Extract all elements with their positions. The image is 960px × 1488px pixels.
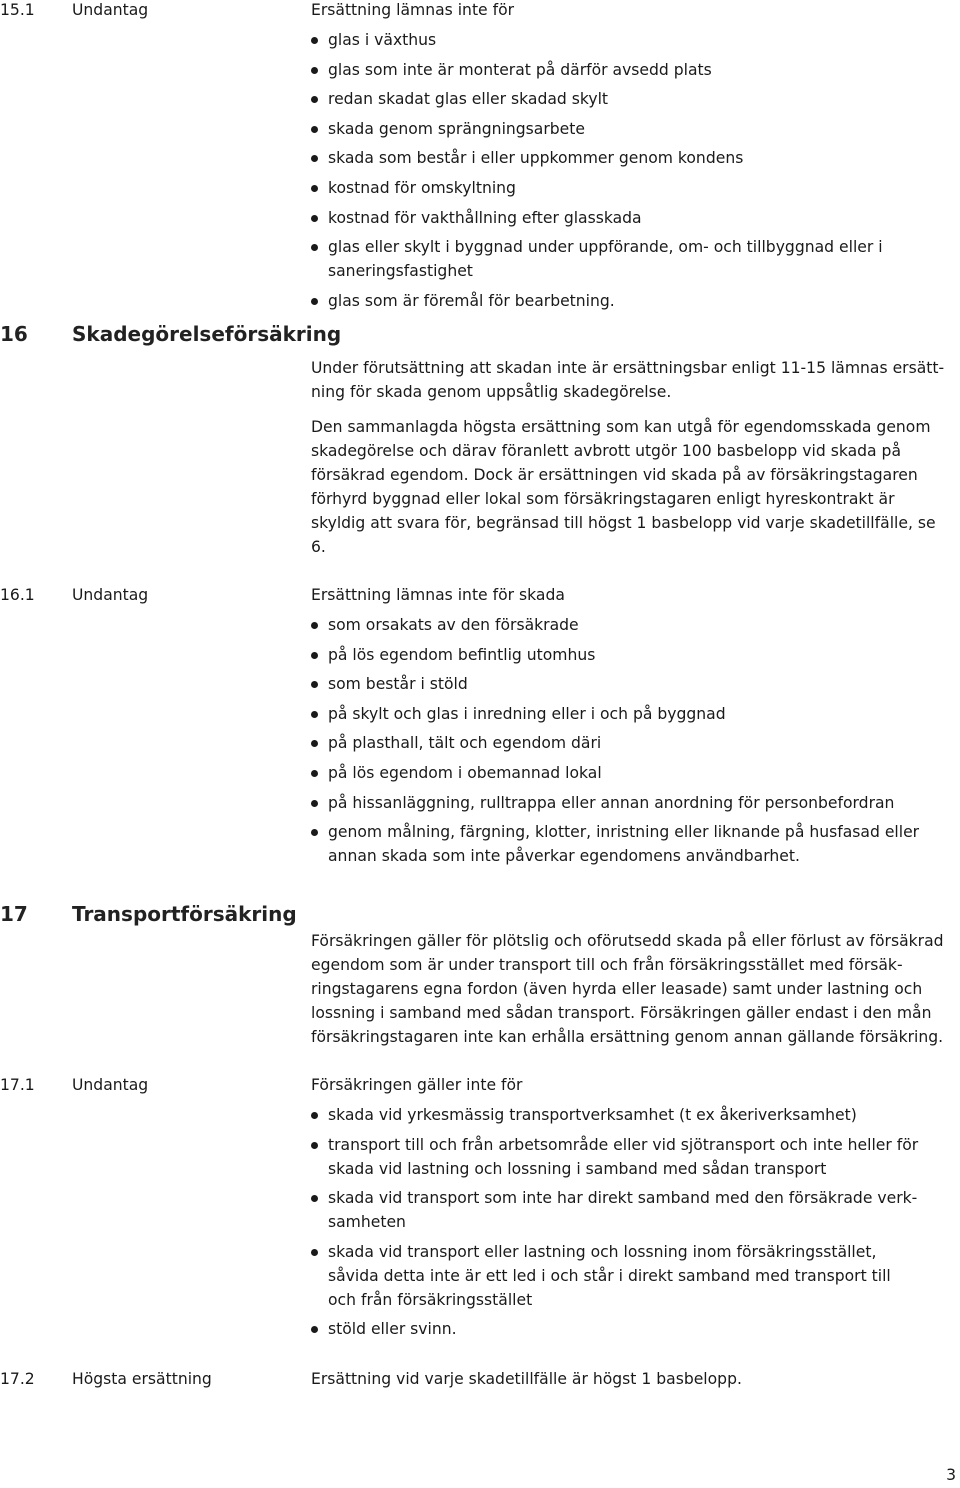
page-number: 3 — [946, 1466, 956, 1484]
list-item: glas som är föremål för bearbetning. — [311, 289, 921, 313]
section-number-15-1: 15.1 — [0, 1, 35, 19]
list-item: på hissanläggning, rulltrappa eller annan anordning för personbefordran — [311, 791, 921, 815]
list-item: som består i stöld — [311, 672, 921, 696]
bullet-icon — [311, 1249, 318, 1256]
list-item: skada som består i eller uppkommer genom kondens — [311, 146, 921, 170]
list-item: skada vid yrkesmässig transportverksamhet (t ex åkeriverksamhet) — [311, 1103, 921, 1127]
list-item: glas i växthus — [311, 28, 921, 52]
list-item: transport till och från arbetsområde eller vid sjötransport och inte heller för skada vid lastning och lossning i samband med sådan transport — [311, 1133, 921, 1181]
bullet-icon — [311, 67, 318, 74]
section-label-17-1: Undantag — [72, 1076, 149, 1094]
section-number-17: 17 — [0, 902, 28, 926]
list-item: på skylt och glas i inredning eller i och på byggnad — [311, 702, 921, 726]
exclusion-list-16-1 — [311, 613, 921, 874]
intro-17-1: Försäkringen gäller inte för — [311, 1076, 523, 1094]
section-number-17-1: 17.1 — [0, 1076, 35, 1094]
list-item: redan skadat glas eller skadad skylt — [311, 87, 921, 111]
paragraph-16-2: Den sammanlagda högsta ersättning som kan utgå för egendomsskada genom skadegörelse och därav föranlett avbrott utgör 100 basbelopp vid skada på försäkrad egendom. Dock är ersättningen vid skada på av försäkringstagaren förhyrd byggnad eller lokal som försäkringstagaren enligt hyreskontrakt är skyldig att svara för, begränsad till högst 1 basbelopp vid varje skadetillfälle, se 6. — [311, 418, 936, 556]
bullet-icon — [311, 740, 318, 747]
bullet-icon — [311, 652, 318, 659]
section-title-16: Skadegörelseförsäkring — [72, 322, 342, 346]
bullet-icon — [311, 800, 318, 807]
bullet-icon — [311, 1195, 318, 1202]
bullet-icon — [311, 622, 318, 629]
list-item: stöld eller svinn. — [311, 1317, 921, 1341]
bullet-icon — [311, 1142, 318, 1149]
paragraph-16-1: Under förutsättning att skadan inte är ersättningsbar enligt 11-15 lämnas ersättning för skada genom uppsåtlig skadegörelse. — [311, 359, 945, 401]
section-label-16-1: Undantag — [72, 586, 149, 604]
list-item: genom målning, färgning, klotter, inristning eller liknande på husfasad eller annan skada som inte påverkar egendomens användbarhet. — [311, 820, 921, 868]
bullet-icon — [311, 298, 318, 305]
intro-16-1: Ersättning lämnas inte för skada — [311, 586, 565, 604]
bullet-icon — [311, 770, 318, 777]
bullet-icon — [311, 126, 318, 133]
bullet-icon — [311, 155, 318, 162]
list-item: kostnad för omskyltning — [311, 176, 921, 200]
exclusion-list-15-1 — [311, 28, 921, 318]
bullet-icon — [311, 244, 318, 251]
exclusion-list-17-1 — [311, 1103, 921, 1347]
bullet-icon — [311, 711, 318, 718]
section-number-17-2: 17.2 — [0, 1370, 35, 1388]
list-item: på lös egendom befintlig utomhus — [311, 643, 921, 667]
section-number-16: 16 — [0, 322, 28, 346]
section-number-16-1: 16.1 — [0, 586, 35, 604]
section-title-17: Transportförsäkring — [72, 902, 297, 926]
bullet-icon — [311, 96, 318, 103]
list-item: på plasthall, tält och egendom däri — [311, 731, 921, 755]
list-item: på lös egendom i obemannad lokal — [311, 761, 921, 785]
bullet-icon — [311, 215, 318, 222]
bullet-icon — [311, 1326, 318, 1333]
list-item: skada genom sprängningsarbete — [311, 117, 921, 141]
intro-15-1: Ersättning lämnas inte för — [311, 1, 515, 19]
bullet-icon — [311, 829, 318, 836]
list-item: glas eller skylt i byggnad under uppförande, om- och tillbyggnad eller i saneringsfastighet — [311, 235, 921, 283]
list-item: kostnad för vakthållning efter glasskada — [311, 206, 921, 230]
list-item: glas som inte är monterat på därför avsedd plats — [311, 58, 921, 82]
list-item: skada vid transport eller lastning och lossning inom försäkringsstället, såvida detta inte är ett led i och står i direkt samband med transport till och från försäkringsstället — [311, 1240, 921, 1312]
bullet-icon — [311, 681, 318, 688]
paragraph-17: Försäkringen gäller för plötslig och oförutsedd skada på eller förlust av försäkrad egendom som är under transport till och från försäkringsstället med försäkringstagarens egna fordon (även hyrda eller leasade) samt under lastning och lossning i samband med sådan transport. Försäkringen gäller endast i den mån försäkringstagaren inte kan erhålla ersättning genom annan gällande försäkring. — [311, 932, 944, 1046]
section-label-17-2: Högsta ersättning — [72, 1370, 212, 1388]
section-label-15-1: Undantag — [72, 1, 149, 19]
bullet-icon — [311, 37, 318, 44]
list-item: skada vid transport som inte har direkt samband med den försäkrade verksamheten — [311, 1186, 921, 1234]
text-17-2: Ersättning vid varje skadetillfälle är högst 1 basbelopp. — [311, 1370, 742, 1388]
bullet-icon — [311, 1112, 318, 1119]
bullet-icon — [311, 185, 318, 192]
list-item: som orsakats av den försäkrade — [311, 613, 921, 637]
